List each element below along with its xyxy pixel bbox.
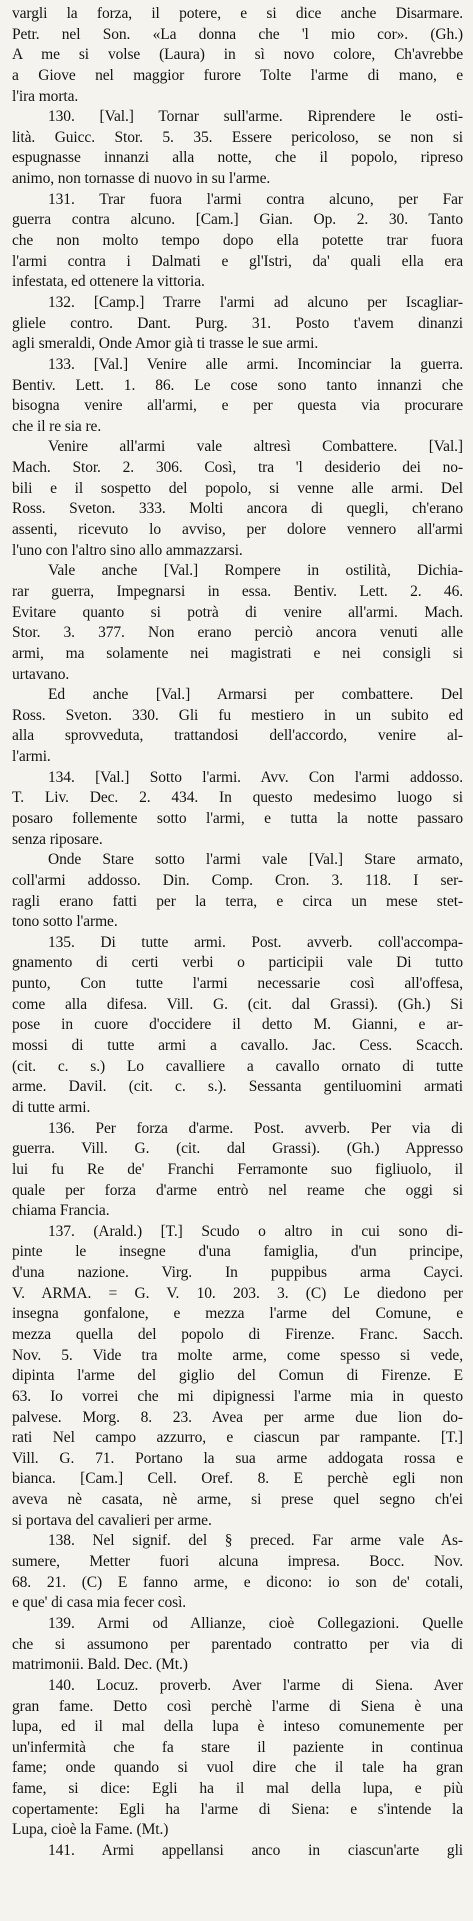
text-line: lui fu Re de' Franchi Ferramonte suo figliuolo, il <box>12 1160 463 1178</box>
entry-141 <box>12 1841 463 1862</box>
text-line: Lupa, cioè la Fame. (Mt.) <box>12 1821 169 1839</box>
text-line: che il re sia re. <box>12 417 102 435</box>
text-line: che non molto tempo dopo ella potette trar fuora <box>12 232 463 250</box>
text-line: assenti, ricevuto lo avviso, per dolore vennero all'armi <box>12 521 463 539</box>
text-line: aveva nè casata, nè arme, si prese quel segno ch'ei <box>12 1491 463 1509</box>
text-line: fame, si dice: Egli ha il mal della lupa, e più <box>12 1780 463 1798</box>
text-line: si portava del cavalieri per arme. <box>12 1511 212 1529</box>
text-line: fame; onde quando si vuol dire che il tale ha gran <box>12 1759 463 1777</box>
text-line: pose in cuore d'occidere il detto M. Gianni, e ar- <box>12 1016 463 1034</box>
text-line: 63. Io vorrei che mi dipignessi l'arme mia in questo <box>12 1387 463 1405</box>
text-line: l'armi contra i Dalmati e gl'Istri, da' quali ella era <box>12 252 463 270</box>
text-line: gnamento di certi verbi o participii vale Di tutto <box>12 954 463 972</box>
text-line: un'infermità che fa stare il paziente in continua <box>12 1738 463 1756</box>
entry-heading-line: Onde Stare sotto l'armi vale [Val.] Stare armato, <box>48 851 463 869</box>
entry-134 <box>12 768 463 851</box>
entry-heading-line: 138. Nel signif. del § preced. Far arme vale As- <box>48 1532 463 1550</box>
text-line: espugnasse innanzi alla notte, che il popolo, ripreso <box>12 149 463 167</box>
text-line: gran fame. Detto così perchè l'arme di Siena è una <box>12 1697 463 1715</box>
text-line: che si assumono per parentado contratto per via di <box>12 1635 463 1653</box>
text-line: animo, non tornasse di nuovo in su l'arme. <box>12 170 271 188</box>
text-line: bili e il sospetto del popolo, si venne alle armi. Del <box>12 479 463 497</box>
text-line: rati Nel campo azzurro, e ciascun par rampante. [T.] <box>12 1429 463 1447</box>
entry-134-subsense-stare <box>12 850 463 933</box>
text-line: Vill. G. 71. Portano la sua arme addogata rossa e <box>12 1449 463 1467</box>
text-line: infestata, ed ottenere la vittoria. <box>12 273 205 291</box>
entry-138 <box>12 1531 463 1614</box>
entry-130 <box>12 107 463 190</box>
text-line: Ross. Sveton. 333. Molti ancora di quegli, ch'erano <box>12 500 463 518</box>
text-line: rar guerra, Impegnarsi in essa. Bentiv. Lett. 2. 46. <box>12 582 463 600</box>
text-line: a Giove nel maggior furore Tolte l'arme di mano, e <box>12 66 463 84</box>
text-line: lità. Guicc. Stor. 5. 35. Essere pericoloso, se non si <box>12 128 463 146</box>
text-line: Stor. 3. 377. Non erano perciò ancora venuti alle <box>12 624 463 642</box>
text-line: quale per forza d'arme entrò nel reame che oggi si <box>12 1181 463 1199</box>
entry-140 <box>12 1676 463 1841</box>
text-line: bisogna venire all'armi, e per questa via procurare <box>12 397 463 415</box>
text-line: matrimonii. Bald. Dec. (Mt.) <box>12 1656 188 1674</box>
entry-heading-line: 137. (Arald.) [T.] Scudo o altro in cui sono di- <box>48 1222 463 1240</box>
text-line: palvese. Morg. 8. 23. Avea per arme due lion do- <box>12 1408 463 1426</box>
entry-133-subsense-combattere <box>12 437 463 561</box>
text-line: e que' di casa mia fecer così. <box>12 1594 187 1612</box>
entry-132 <box>12 293 463 355</box>
text-line: agli smeraldi, Onde Amor già ti trasse le sue armi. <box>12 335 319 353</box>
entry-133 <box>12 355 463 438</box>
text-line: tono sotto l'arme. <box>12 913 118 931</box>
text-line: 68. 21. (C) E fanno arme, e dicono: io son de' cotali, <box>12 1573 463 1591</box>
text-line: punto, Con tutte l'armi necessarie così all'offesa, <box>12 975 463 993</box>
text-line: T. Liv. Dec. 2. 434. In questo medesimo luogo si <box>12 789 463 807</box>
entry-heading-line: 135. Di tutte armi. Post. avverb. coll'accompa- <box>48 933 463 951</box>
text-line: pinte le insegne d'una famiglia, d'un principe, <box>12 1243 463 1261</box>
entry-heading-line: 131. Trar fuora l'armi contra alcuno, per Far <box>48 190 463 208</box>
text-line: dipinta l'arme del giglio del Comun di Firenze. E <box>12 1367 463 1385</box>
text-line: insegna gonfalone, e mezza l'arme del Comune, e <box>12 1305 463 1323</box>
entry-heading-line: 132. [Camp.] Trarre l'armi ad alcuno per Iscagliar- <box>48 293 463 311</box>
text-line: armi, ma solamente nei magistrati e nei consigli si <box>12 644 463 662</box>
text-line: Petr. nel Son. «La donna che 'l mio cor». (Gh.) <box>12 25 463 43</box>
text-line: chiama Francia. <box>12 1202 110 1220</box>
text-line: Ross. Sveton. 330. Gli fu mestiero in un subito ed <box>12 706 463 724</box>
entry-heading-line: Ed anche [Val.] Armarsi per combattere. Del <box>48 686 463 704</box>
text-line: vargli la forza, il potere, e si dice anche Disarmare. <box>12 5 463 22</box>
text-line: guerra. Vill. G. (cit. dal Grassi). (Gh.) Appresso <box>12 1140 463 1158</box>
text-line: ragli erano fatti per la terra, e circa un mese stet- <box>12 892 463 910</box>
entry-intro-continuation <box>12 4 463 107</box>
entry-133-subsense-armarsi <box>12 685 463 768</box>
entry-heading-line: 141. Armi appellansi anco in ciascun'arte gli <box>48 1842 463 1860</box>
entry-heading-line: 139. Armi od Allianze, cioè Collegazioni. Quelle <box>48 1614 463 1632</box>
entry-heading-line: 133. [Val.] Venire alle armi. Incominciar la guerra. <box>48 355 463 373</box>
text-line: l'ira morta. <box>12 87 79 105</box>
text-line: di tutte armi. <box>12 1098 91 1116</box>
text-line: coll'armi addosso. Din. Comp. Cron. 3. 118. I ser- <box>12 871 463 889</box>
entry-heading-line: 134. [Val.] Sotto l'armi. Avv. Con l'armi addosso. <box>48 768 463 786</box>
text-line: Nov. 5. Vide tra molte arme, come spesso si vede, <box>12 1346 463 1364</box>
text-line: bianca. [Cam.] Cell. Oref. 8. E perchè egli non <box>12 1470 463 1488</box>
text-line: l'uno con l'altro sino allo ammazzarsi. <box>12 541 243 559</box>
entry-135 <box>12 933 463 1119</box>
text-line: sumere, Metter fuori alcuna impresa. Bocc. Nov. <box>12 1553 463 1571</box>
entry-heading-line: 136. Per forza d'arme. Post. avverb. Per via di <box>48 1119 463 1137</box>
entry-133-subsense-ostilita <box>12 561 463 685</box>
text-line: Evitare quanto si potrà di venire all'armi. Mach. <box>12 603 463 621</box>
text-line: Mach. Stor. 2. 306. Così, tra 'l desiderio dei no- <box>12 459 463 477</box>
entry-heading-line: 140. Locuz. proverb. Aver l'arme di Siena. Aver <box>48 1676 463 1694</box>
text-line: mossi di tutte armi a cavallo. Jac. Cess. Scacch. <box>12 1037 463 1055</box>
text-line: senza riposare. <box>12 830 103 848</box>
text-line: come alla difesa. Vill. G. (cit. dal Grassi). (Gh.) Si <box>12 995 463 1013</box>
text-line: arme. Davil. (cit. c. s.). Sessanta gentiluomini armati <box>12 1078 463 1096</box>
text-line: V. ARMA. = G. V. 10. 203. 3. (C) Le diedono per <box>12 1284 463 1302</box>
text-line: guerra contra alcuno. [Cam.] Gian. Op. 2. 30. Tanto <box>12 211 463 229</box>
text-line: l'armi. <box>12 748 51 766</box>
text-line: copertamente: Egli ha l'arme di Siena: e s'intende la <box>12 1800 463 1818</box>
entry-139 <box>12 1614 463 1676</box>
entry-heading-line: Venire all'armi vale altresì Combattere. [Val.] <box>48 438 463 456</box>
entry-131 <box>12 190 463 293</box>
text-line: mezza quella del popolo di Firenze. Franc. Sacch. <box>12 1326 463 1343</box>
text-line: gliele contro. Dant. Purg. 31. Posto t'avem dinanzi <box>12 314 463 332</box>
entry-136 <box>12 1119 463 1222</box>
text-line: (cit. c. s.) Lo cavalliere a cavallo ornato di tutte <box>12 1057 463 1075</box>
text-line: A me si volse (Laura) in sì novo colore, Ch'avrebbe <box>12 46 463 64</box>
text-line: urtavano. <box>12 665 70 683</box>
text-line: posaro follemente sotto l'armi, e tutta la notte passaro <box>12 809 463 827</box>
text-line: Bentiv. Lett. 1. 86. Le cose sono tanto innanzi che <box>12 376 463 394</box>
text-line: d'una nazione. Virg. In puppibus arma Cayci. <box>12 1264 463 1282</box>
text-line: alla sprovveduta, trattandosi dell'accordo, venire al- <box>12 727 463 745</box>
entry-heading-line: 130. [Val.] Tornar sull'arme. Riprendere le osti- <box>48 108 463 126</box>
entry-heading-line: Vale anche [Val.] Rompere in ostilità, Dichia- <box>48 562 463 580</box>
text-line: lupa, ed il mal della lupa è inteso comunemente per <box>12 1718 463 1736</box>
entry-137 <box>12 1222 463 1532</box>
